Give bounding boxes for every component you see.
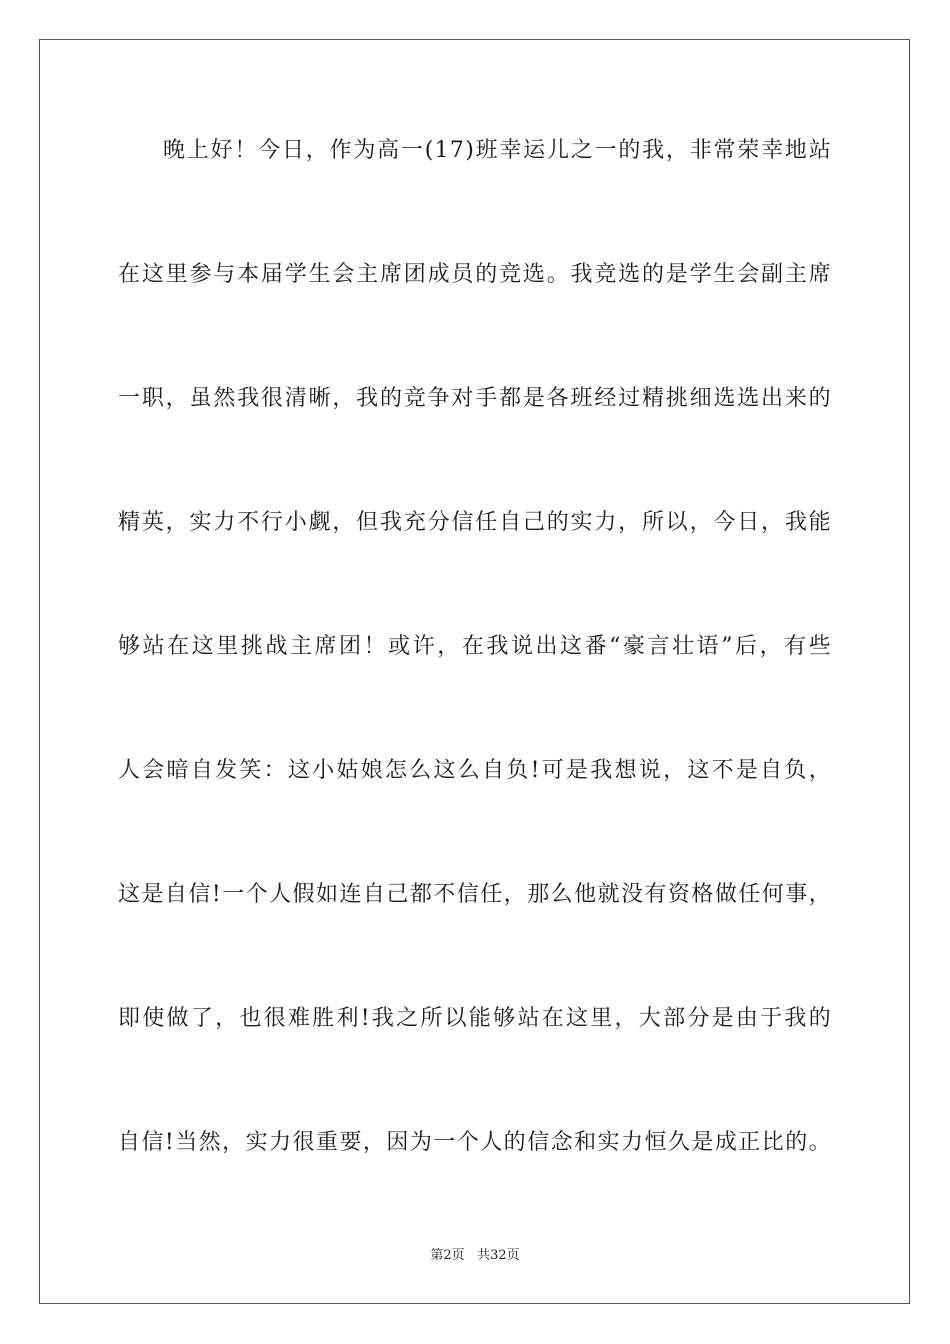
paragraph-line: 晚上好！今日，作为高一(17)班幸运儿之一的我，非常荣幸地站 [163, 138, 832, 163]
page-total: 共32页 [477, 1248, 520, 1263]
paragraph-line: 自信!当然，实力很重要，因为一个人的信念和实力恒久是成正比的。 [118, 1130, 832, 1155]
paragraph-line: 即使做了，也很难胜利!我之所以能够站在这里，大部分是由于我的 [118, 1006, 832, 1031]
page-number: 第2页 [430, 1248, 465, 1263]
paragraph-line: 人会暗自发笑：这小姑娘怎么这么自负!可是我想说，这不是自负， [118, 758, 832, 783]
paragraph-line: 这是自信!一个人假如连自己都不信任，那么他就没有资格做任何事， [118, 882, 832, 907]
page-border [39, 39, 910, 1304]
paragraph-line: 够站在这里挑战主席团！或许，在我说出这番“豪言壮语”后，有些 [118, 634, 832, 659]
paragraph-line: 精英，实力不行小觑，但我充分信任自己的实力，所以，今日，我能 [118, 510, 832, 535]
paragraph-line: 一职，虽然我很清晰，我的竞争对手都是各班经过精挑细选选出来的 [118, 386, 832, 411]
paragraph-line: 在这里参与本届学生会主席团成员的竞选。我竞选的是学生会副主席 [118, 262, 832, 287]
page-footer [0, 1247, 950, 1265]
